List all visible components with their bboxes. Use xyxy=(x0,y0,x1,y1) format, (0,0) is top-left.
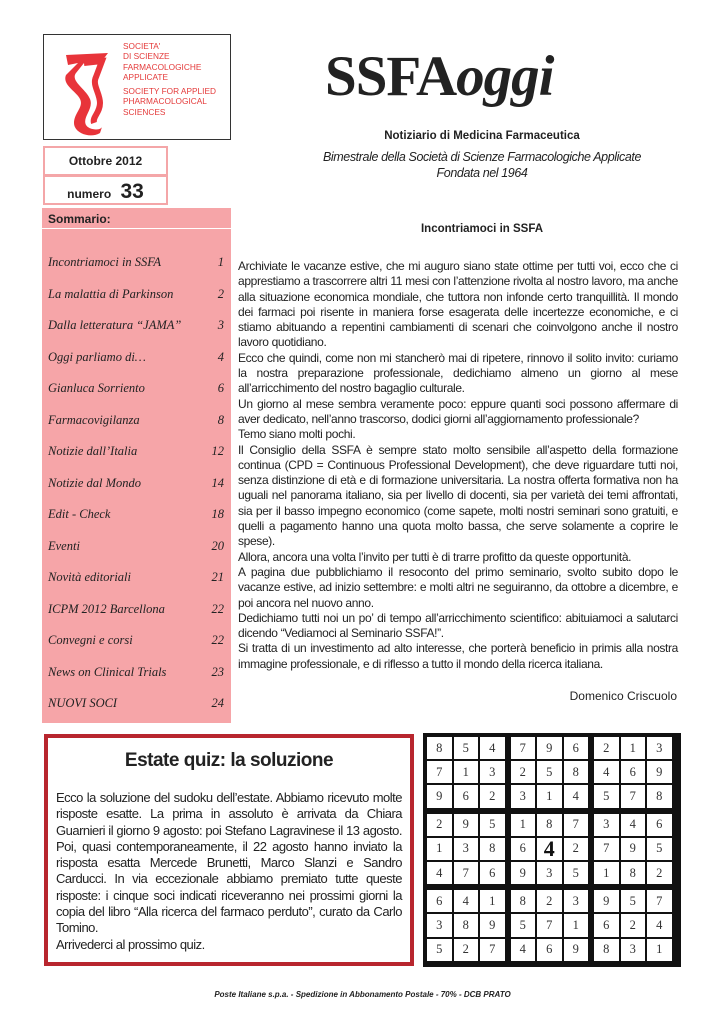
masthead-subtitle: Notiziario di Medicina Farmaceutica xyxy=(384,130,580,142)
quiz-box xyxy=(44,734,414,966)
toc-page: 8 xyxy=(217,412,224,427)
toc-page: 24 xyxy=(211,696,224,710)
sudoku-cell: 4 xyxy=(564,785,589,807)
toc-item[interactable] xyxy=(48,539,224,555)
sudoku-cell: 1 xyxy=(454,761,479,783)
logo-line: DI SCIENZE xyxy=(123,51,170,62)
logo-emblem-icon xyxy=(56,47,116,137)
sudoku-cell: 1 xyxy=(564,914,589,936)
sudoku-cell: 2 xyxy=(621,914,646,936)
sudoku-cell: 6 xyxy=(454,785,479,807)
tagline-founded: Fondata nel 1964 xyxy=(436,166,528,180)
sudoku-cell: 5 xyxy=(647,838,672,860)
toc-label: Gianluca Sorriento xyxy=(48,381,145,395)
toc-item[interactable] xyxy=(48,665,224,681)
sudoku-cell: 4 xyxy=(594,761,619,783)
quiz-text xyxy=(56,790,402,953)
sudoku-cell: 4 xyxy=(480,737,505,759)
sudoku-cell: 3 xyxy=(647,737,672,759)
sudoku-cell: 9 xyxy=(594,890,619,912)
sudoku-cell: 5 xyxy=(537,761,562,783)
toc-item[interactable] xyxy=(48,507,224,523)
logo-line: APPLICATE xyxy=(123,71,169,82)
sudoku-cell: 4 xyxy=(621,814,646,836)
logo-line: PHARMACOLOGICAL xyxy=(123,96,207,107)
toc-page: 3 xyxy=(217,318,224,332)
quiz-title: Estate quiz: la soluzione xyxy=(124,750,334,771)
article-body xyxy=(238,259,678,672)
quiz-closing: Arrivederci al prossimo quiz. xyxy=(56,936,205,952)
toc-label: Incontriamoci in SSFA xyxy=(48,255,161,269)
sudoku-cell: 2 xyxy=(480,785,505,807)
issue-date: Ottobre 2012 xyxy=(43,146,168,176)
sudoku-cell: 8 xyxy=(454,914,479,936)
issue-number-value: 33 xyxy=(120,180,144,203)
issue-number xyxy=(43,175,168,205)
article-title: Incontriamoci in SSFA xyxy=(420,223,544,235)
article-paragraph: Un giorno al mese sembra veramente poco: eppure quanti soci possono affermare di aver dedicato, nell’anno trascorso, dodici giorni all’aggiornamento professionale? xyxy=(238,396,678,426)
logo-text xyxy=(123,41,216,117)
article-paragraph: Dedichiamo tutti noi un po’ di tempo all’arricchimento scientifico: abituiamoci a salutarci dicendo “Vediamoci al Seminario SSFA!”. xyxy=(238,610,678,641)
sudoku-cell: 9 xyxy=(427,785,452,807)
sudoku-cell: 2 xyxy=(511,761,536,783)
postal-footer: Poste Italiane s.p.a. - Spedizione in Abbonamento Postale - 70% - DCB PRATO xyxy=(214,990,511,999)
sudoku-cell: 6 xyxy=(647,814,672,836)
article-paragraph: A pagina due pubblichiamo il resoconto del primo seminario, svolto subito dopo le vacanze estive, ad inizio settembre: e molti altri ne seguiranno, da ottobre a dicembre, e poi ancora nel nuovo anno. xyxy=(238,564,678,610)
toc-page: 23 xyxy=(211,664,224,679)
toc-item[interactable] xyxy=(48,476,224,492)
sudoku-cell: 3 xyxy=(454,838,479,860)
sudoku-cell: 1 xyxy=(537,785,562,807)
sudoku-cell: 6 xyxy=(511,838,536,860)
masthead-tagline xyxy=(237,149,725,181)
sudoku-cell: 9 xyxy=(537,737,562,759)
sudoku-cell: 7 xyxy=(454,862,479,884)
sudoku-cell: 5 xyxy=(564,862,589,884)
toc-item[interactable] xyxy=(48,318,224,334)
sudoku-cell: 2 xyxy=(594,737,619,759)
article-paragraph: Ecco che quindi, come non mi stancherò mai di ripetere, rinnovo il solito invito: curiamo la nostra preparazione professionale, dedichiamo almeno un giorno al mese all’arricchimento del nostro bagaglio culturale. xyxy=(238,350,678,396)
toc-item[interactable] xyxy=(48,633,224,649)
sudoku-cell: 3 xyxy=(427,914,452,936)
toc-label: News on Clinical Trials xyxy=(48,664,167,679)
logo-line: SCIENCES xyxy=(123,106,166,117)
toc-page: 21 xyxy=(211,570,224,584)
sudoku-cell: 3 xyxy=(537,862,562,884)
sudoku-cell: 4 xyxy=(454,890,479,912)
toc-page: 22 xyxy=(211,601,224,616)
sudoku-cell: 5 xyxy=(511,914,536,936)
sudoku-cell: 9 xyxy=(564,939,589,961)
toc-label: Edit - Check xyxy=(48,507,111,521)
sudoku-cell: 7 xyxy=(564,814,589,836)
sudoku-cell: 2 xyxy=(647,862,672,884)
toc-page: 6 xyxy=(217,381,224,395)
sudoku-cell: 8 xyxy=(427,737,452,759)
article-paragraph: Temo siano molti pochi. xyxy=(238,427,356,442)
toc-item[interactable] xyxy=(48,444,224,460)
sudoku-cell: 9 xyxy=(511,862,536,884)
toc-item[interactable] xyxy=(48,287,224,303)
article-paragraph: Si tratta di un investimento ad alto interesse, che porterà beneficio in primis alla nostra immagine professionale, e di riflesso a tutto il mondo della ricerca italiana. xyxy=(238,641,678,671)
toc-label: Novità editoriali xyxy=(48,570,131,584)
sudoku-cell: 9 xyxy=(454,814,479,836)
sudoku-cell: 1 xyxy=(427,838,452,860)
sudoku-cell: 5 xyxy=(454,737,479,759)
toc-page: 12 xyxy=(211,444,224,458)
sudoku-cell: 7 xyxy=(511,737,536,759)
sudoku-cell: 5 xyxy=(480,814,505,836)
toc-page: 4 xyxy=(217,349,224,364)
sommario-sidebar xyxy=(42,208,231,723)
sudoku-cell: 7 xyxy=(427,761,452,783)
tagline-society: Bimestrale della Società di Scienze Farmacologiche Applicate xyxy=(322,150,642,164)
toc-page: 18 xyxy=(211,507,224,521)
sudoku-grid xyxy=(423,733,681,967)
sudoku-cell: 1 xyxy=(647,939,672,961)
sudoku-cell: 4 xyxy=(537,838,562,860)
toc-item[interactable] xyxy=(48,696,224,712)
toc-page: 14 xyxy=(211,475,224,490)
sudoku-cell: 8 xyxy=(480,838,505,860)
sudoku-cell: 6 xyxy=(564,737,589,759)
article-paragraph: Il Consiglio della SSFA è sempre stato molto sensibile all’aspetto della formazione continua (CPD = Continuous Professional Development), che deve riguardare tutti noi, senza distinzione di età e di formazione universitaria. La nostra offerta formativa non ha uguali nel panorama italiano, sia per livello di docenti, sia per varietà dei temi affrontati, sia per il basso impegno economico (come sapete, molti nostri seminari sono gratuiti, e quelli a pagamento hanno una quota molto bassa, che serve solamente a coprire le spese). xyxy=(238,442,678,549)
sudoku-cell: 4 xyxy=(511,939,536,961)
toc-label: Eventi xyxy=(48,538,80,553)
sudoku-cell: 3 xyxy=(564,890,589,912)
toc-item[interactable] xyxy=(48,350,224,366)
sudoku-cell: 4 xyxy=(427,862,452,884)
sudoku-cell: 6 xyxy=(480,862,505,884)
toc-page: 22 xyxy=(211,633,224,647)
toc-label: ICPM 2012 Barcellona xyxy=(48,601,165,616)
sudoku-cell: 8 xyxy=(537,814,562,836)
sudoku-cell: 2 xyxy=(537,890,562,912)
toc-item[interactable] xyxy=(48,602,224,618)
sudoku-cell: 3 xyxy=(621,939,646,961)
toc-page: 20 xyxy=(211,538,224,553)
toc-label: Convegni e corsi xyxy=(48,633,133,647)
sudoku-cell: 8 xyxy=(564,761,589,783)
sudoku-cell: 5 xyxy=(594,785,619,807)
toc-label: Dalla letteratura “JAMA” xyxy=(48,318,182,332)
toc-label: Oggi parliamo di… xyxy=(48,349,146,364)
article-signature: Domenico Criscuolo xyxy=(569,689,677,703)
toc-item[interactable] xyxy=(48,570,224,586)
toc-label: La malattia di Parkinson xyxy=(48,286,174,301)
sudoku-cell: 9 xyxy=(480,914,505,936)
sudoku-cell: 8 xyxy=(511,890,536,912)
sudoku-cell: 2 xyxy=(427,814,452,836)
society-logo xyxy=(43,34,231,140)
sudoku-cell: 7 xyxy=(647,890,672,912)
sudoku-cell: 6 xyxy=(537,939,562,961)
toc-item[interactable] xyxy=(48,413,224,429)
sudoku-cell: 7 xyxy=(537,914,562,936)
sudoku-cell: 3 xyxy=(480,761,505,783)
sudoku-cell: 2 xyxy=(564,838,589,860)
sudoku-cell: 8 xyxy=(594,939,619,961)
toc-label: Notizie dall’Italia xyxy=(48,444,138,458)
sudoku-cell: 1 xyxy=(594,862,619,884)
sommario-heading: Sommario: xyxy=(48,212,111,226)
toc-label: Farmacovigilanza xyxy=(48,412,140,427)
sudoku-cell: 3 xyxy=(594,814,619,836)
toc-page: 2 xyxy=(217,286,224,301)
article-paragraph: Allora, ancora una volta l’invito per tutti è di trarre profitto da queste opportunità. xyxy=(238,549,632,564)
logo-line: SOCIETY FOR APPLIED xyxy=(123,86,216,97)
toc-page: 1 xyxy=(217,255,224,269)
sudoku-cell: 7 xyxy=(621,785,646,807)
issue-number-label: numero xyxy=(67,187,112,201)
sudoku-cell: 2 xyxy=(454,939,479,961)
sudoku-cell: 4 xyxy=(647,914,672,936)
title-italic: oggi xyxy=(456,45,554,108)
sudoku-cell: 8 xyxy=(621,862,646,884)
article-paragraph: Archiviate le vacanze estive, che mi auguro siano state ottime per tutti voi, ecco che ci apprestiamo a trascorrere altri 11 mesi con l’attenzione rivolta al nostro lavoro, ma anche alla situazione economica mondiale, che tuttora non infonde certo tranquillità. Il mondo dei farmaci poi risente in maniera forse esagerata delle incertezze economiche, e ci stiamo abituando a repentini cambiamenti di scenari che coinvolgono anche il nostro lavoro quotidiano. xyxy=(238,259,678,350)
sudoku-cell: 5 xyxy=(621,890,646,912)
title-main: SSFA xyxy=(325,45,457,108)
masthead-title xyxy=(325,44,554,109)
sudoku-cell: 1 xyxy=(480,890,505,912)
sudoku-cell: 8 xyxy=(647,785,672,807)
sudoku-cell: 6 xyxy=(594,914,619,936)
sudoku-cell: 9 xyxy=(647,761,672,783)
toc-item[interactable] xyxy=(48,255,224,271)
divider xyxy=(42,228,231,229)
sudoku-cell: 6 xyxy=(621,761,646,783)
logo-line: FARMACOLOGICHE xyxy=(123,61,202,72)
toc-label: Notizie dal Mondo xyxy=(48,475,142,490)
sudoku-cell: 7 xyxy=(480,939,505,961)
quiz-paragraph: Ecco la soluzione del sudoku dell’estate. Abbiamo ricevuto molte risposte esatte. La prima in assoluto è arrivata da Chiara Guarnieri il giorno 9 agosto: poi Stefano Lagravinese il 13 agosto. Poi, quasi contemporaneamente, il 22 agosto hanno inviato la risposta esatta Mercede Brunetti, Marco Slanzi e Sandro Carducci. In via eccezionale abbiamo premiato tutte queste risposte: i cinque soci indicati riceveranno nei prossimi giorni la copia del libro “Alla ricerca del farmaco perduto”, curato da Carlo Tomino. xyxy=(56,790,402,936)
toc-item[interactable] xyxy=(48,381,224,397)
logo-line: SOCIETA' xyxy=(123,41,161,51)
sudoku-cell: 6 xyxy=(427,890,452,912)
sudoku-cell: 5 xyxy=(427,939,452,961)
sudoku-cell: 9 xyxy=(621,838,646,860)
sudoku-cell: 3 xyxy=(511,785,536,807)
sudoku-cell: 7 xyxy=(594,838,619,860)
sudoku-cell: 1 xyxy=(511,814,536,836)
sudoku-cell: 1 xyxy=(621,737,646,759)
toc-label: NUOVI SOCI xyxy=(48,696,118,710)
